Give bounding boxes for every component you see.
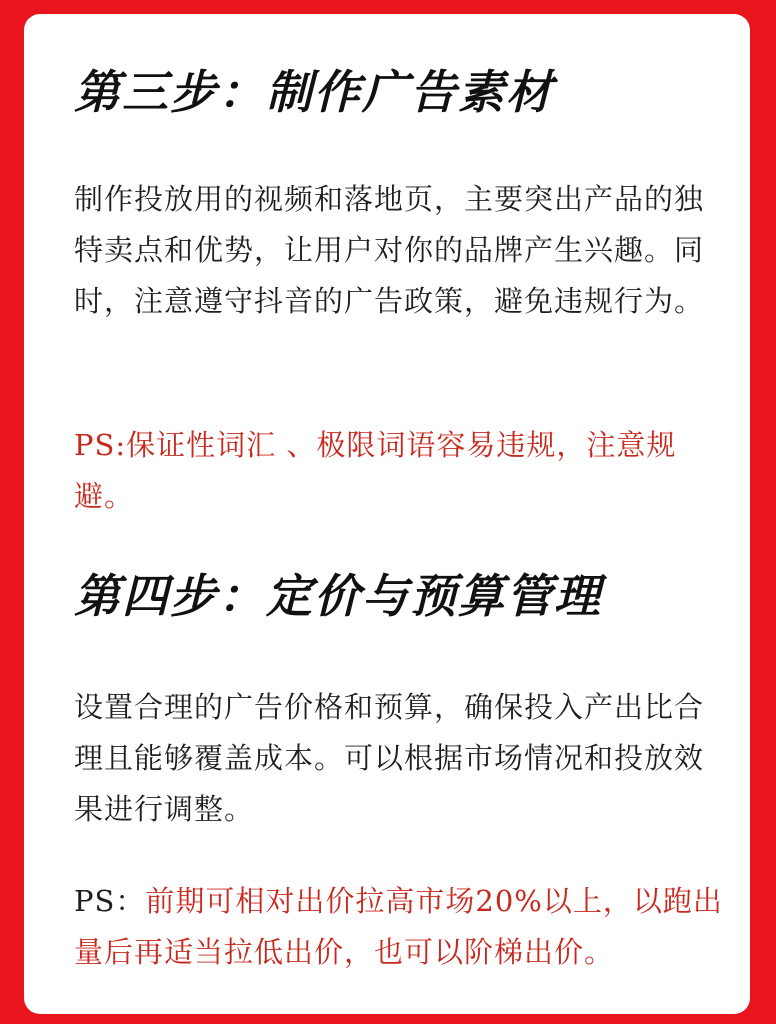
step4-heading: 第四步：定价与预算管理 [74,569,602,623]
step4-ps-block [74,876,734,978]
content-card [24,14,750,1014]
step4-body-block [74,682,724,835]
step3-section-heading [74,62,724,122]
step3-body: 制作投放用的视频和落地页，主要突出产品的独特卖点和优势，让用户对你的品牌产生兴趣。同时，注意遵守抖音的广告政策，避免违规行为。 [74,182,705,318]
step3-ps-block [74,420,724,522]
step4-ps-text: 前期可相对出价拉高市场20%以上，以跑出量后再适当拉低出价，也可以阶梯出价。 [74,884,723,969]
step3-body-block [74,174,724,327]
step4-ps-note [74,876,734,978]
step4-body: 设置合理的广告价格和预算，确保投入产出比合理且能够覆盖成本。可以根据市场情况和投放效果进行调整。 [74,690,705,826]
step3-ps-note: PS:保证性词汇 、极限词语容易违规，注意规避。 [74,428,677,513]
step3-heading: 第三步：制作广告素材 [74,65,554,119]
step4-section-heading [74,566,724,626]
step4-ps-prefix: PS： [74,884,146,918]
